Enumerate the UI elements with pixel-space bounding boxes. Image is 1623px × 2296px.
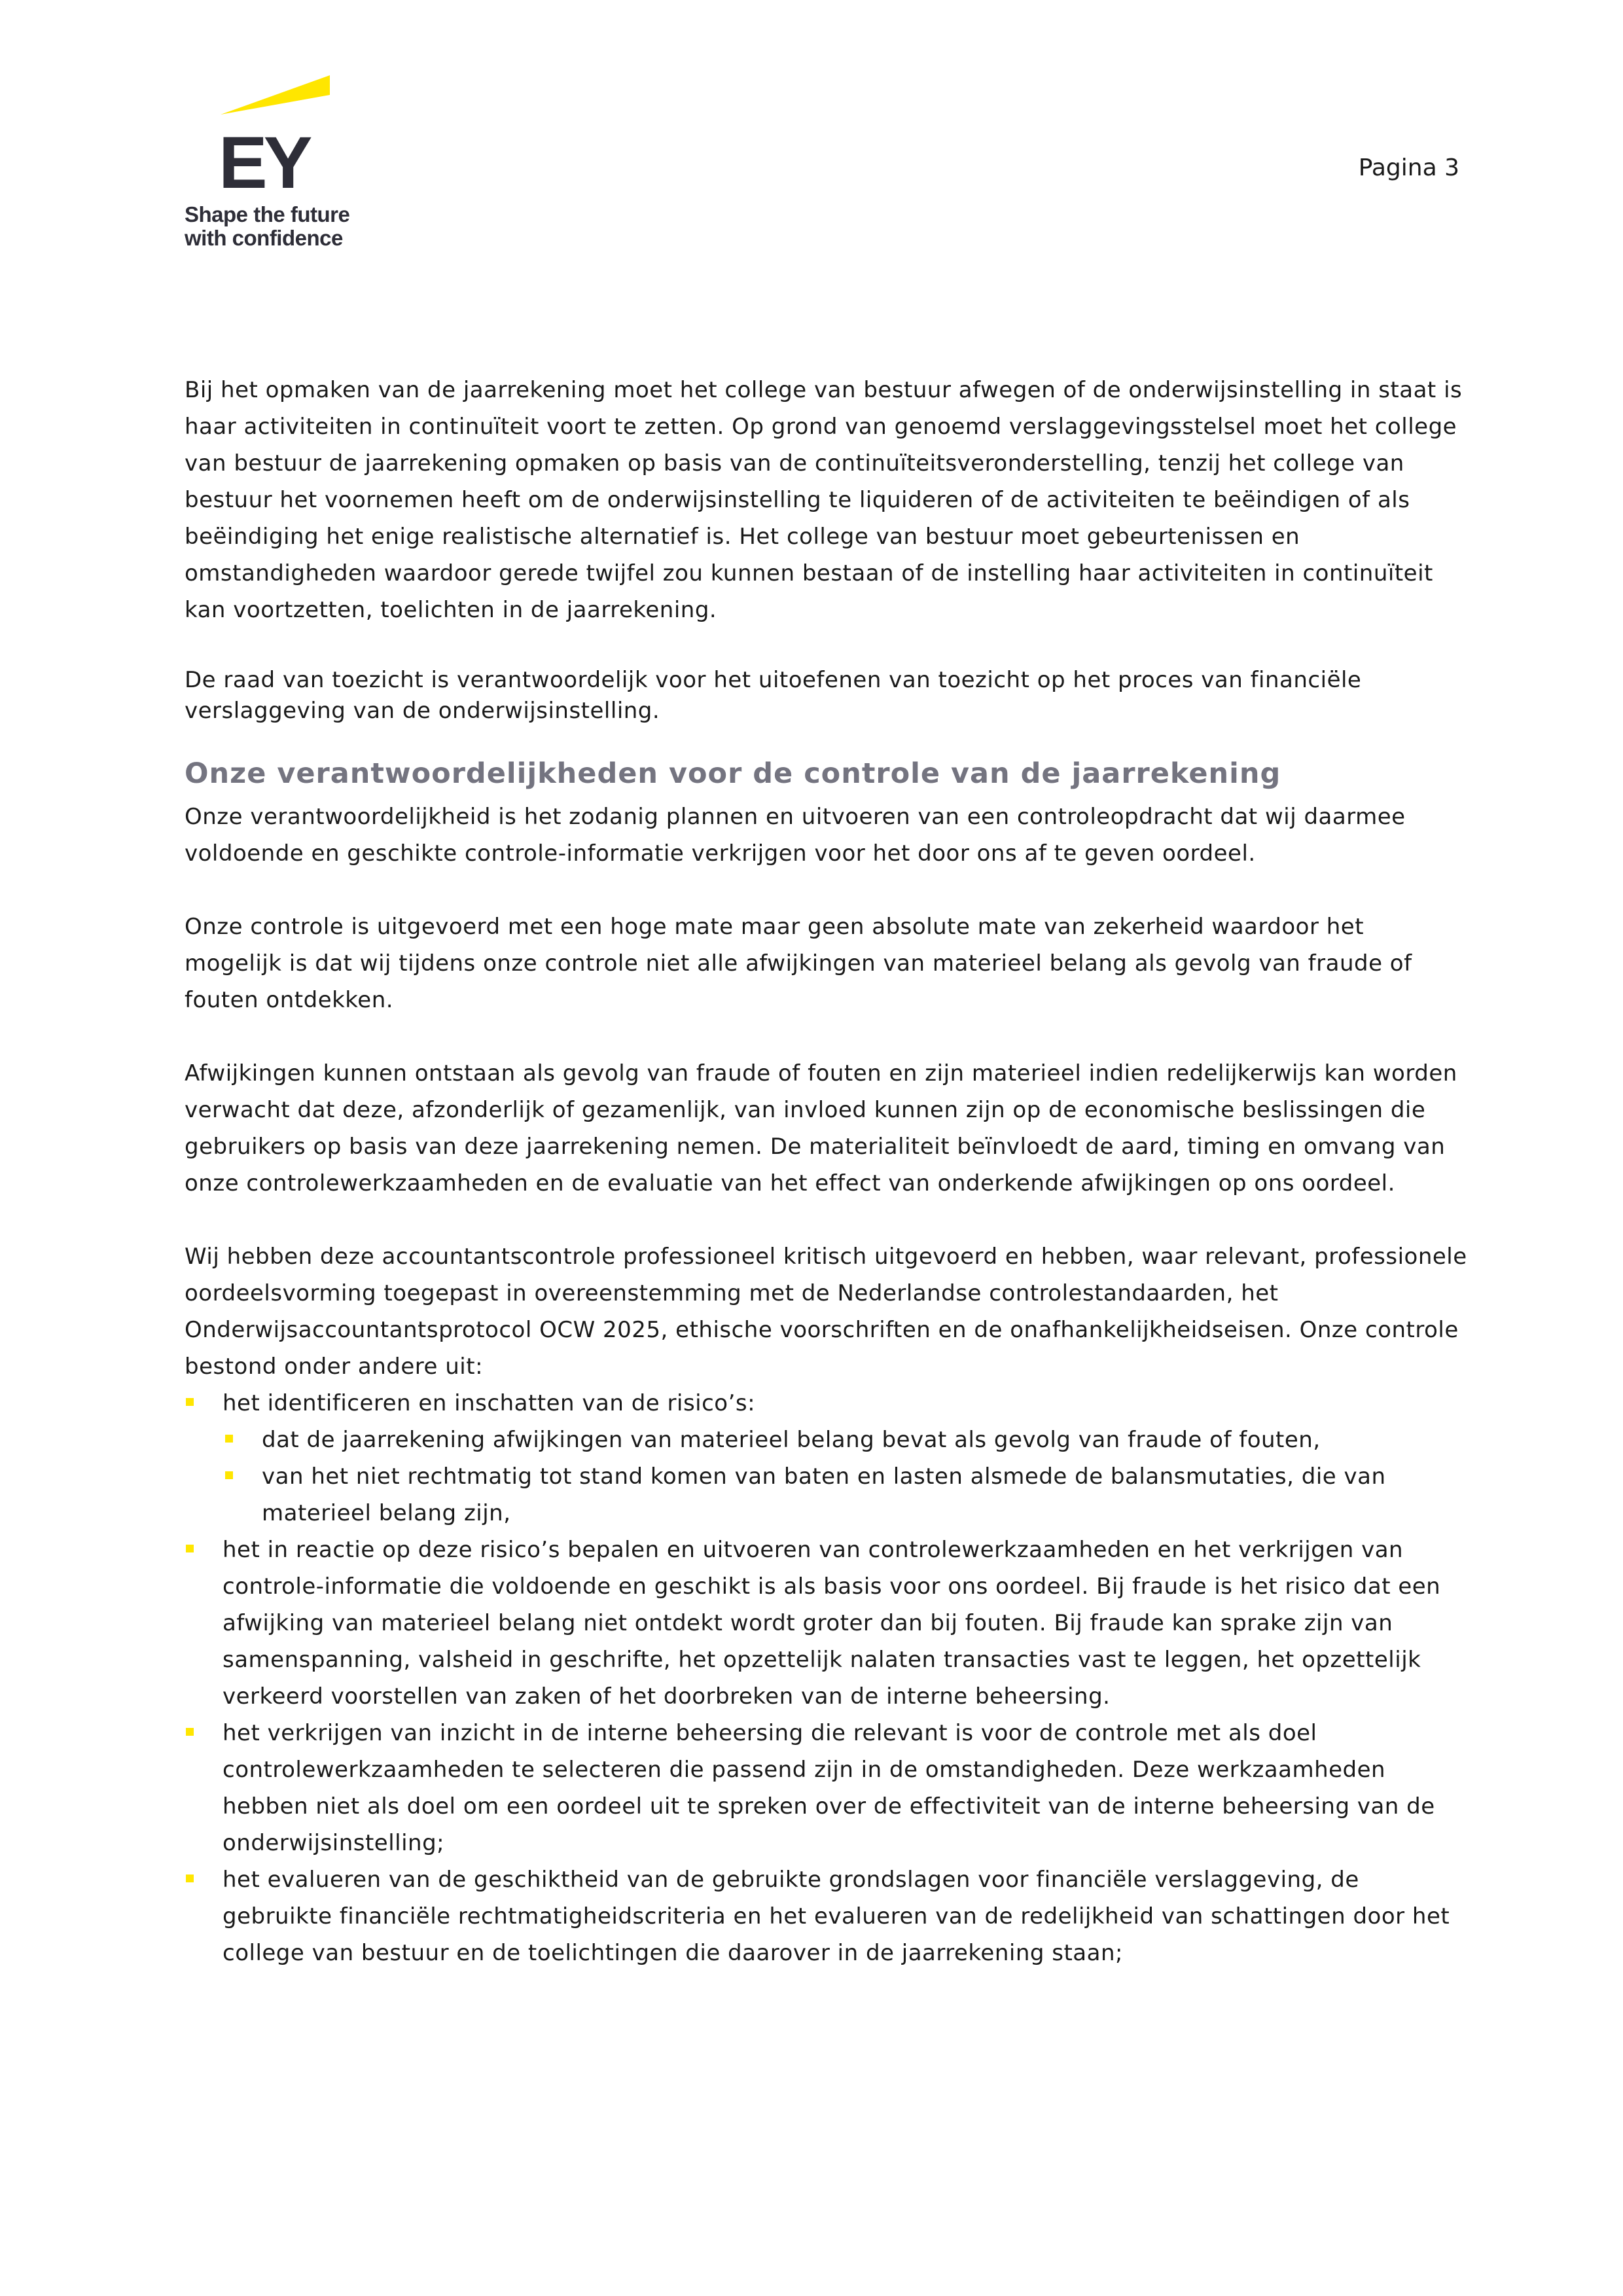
document-body (185, 372, 1467, 1971)
sub-list-item (223, 1458, 1467, 1532)
bullet-icon (225, 1471, 233, 1479)
bullet-icon (186, 1728, 194, 1736)
sub-list-item (223, 1422, 1467, 1458)
paragraph-audit-approach: Wij hebben deze accountantscontrole professioneel kritisch uitgevoerd en hebben, waar relevant, professionele oordeelsvorming toegepast in overeenstemming met de Nederlandse controlestandaarden, het Onderwijsaccountantsprotocol OCW 2025, ethische voorschriften en de onafhankelijkheidseisen. Onze controle bestond onder andere uit: (185, 1244, 1467, 1380)
ey-logo-mark (185, 75, 355, 200)
section-heading: Onze verantwoordelijkheden voor de controle van de jaarrekening (185, 757, 1281, 790)
ey-logo (185, 75, 355, 259)
paragraph-assurance: Onze controle is uitgevoerd met een hoge mate maar geen absolute mate van zekerheid waardoor het mogelijk is dat wij tijdens onze controle niet alle afwijkingen van materieel belang als gevolg van fraude of fouten ontdekken. (185, 914, 1412, 1013)
bullet-icon (186, 1874, 194, 1882)
ey-tagline-line2: with confidence (185, 226, 343, 250)
paragraph-continuity: Bij het opmaken van de jaarrekening moet het college van bestuur afwegen of de onderwijsinstelling in staat is haar activiteiten in continuïteit voort te zetten. Op grond van genoemd verslaggevingsstelsel moet het college van bestuur de jaarrekening opmaken op basis van de continuïteitsveronderstelling, tenzij het college van bestuur het voornemen heeft om de onderwijsinstelling te liquideren of de activiteiten te beëindigen of als beëindiging het enige realistische alternatief is. Het college van bestuur moet gebeurtenissen en omstandigheden waardoor gerede twijfel zou kunnen bestaan of de instelling haar activiteiten in continuïteit kan voortzetten, toelichten in de jaarrekening. (185, 377, 1463, 623)
list-item (185, 1861, 1467, 1971)
page-number: Pagina 3 (1358, 154, 1459, 181)
paragraph-misstatements: Afwijkingen kunnen ontstaan als gevolg van fraude of fouten en zijn materieel indien redelijkerwijs kan worden verwacht dat deze, afzonderlijk of gezamenlijk, van invloed kunnen zijn op de economische beslissingen die gebruikers op basis van deze jaarrekening nemen. De materialiteit beïnvloedt de aard, timing en omvang van onze controlewerkzaamheden en de evaluatie van het effect van onderkende afwijkingen op ons oordeel. (185, 1060, 1457, 1196)
list-item-text: het evalueren van de geschiktheid van de gebruikte grondslagen voor financiële verslaggeving, de gebruikte financiële rechtmatigheidscriteria en het evalueren van de redelijkheid van schattingen door het college van bestuur en de toelichtingen die daarover in de jaarrekening staan; (223, 1867, 1450, 1966)
bullet-icon (186, 1398, 194, 1406)
list-item-text: het in reactie op deze risico’s bepalen en uitvoeren van controlewerkzaamheden en het verkrijgen van controle-informatie die voldoende en geschikt is als basis voor ons oordeel. Bij fraude is het risico dat een afwijking van materieel belang niet ontdekt wordt groter dan bij fouten. Bij fraude kan sprake zijn van samenspanning, valsheid in geschrifte, het opzettelijk nalaten transacties vast te leggen, het opzettelijk verkeerd voorstellen van zaken of het doorbreken van de interne beheersing. (223, 1537, 1441, 1710)
sub-list-item-text: dat de jaarrekening afwijkingen van materieel belang bevat als gevolg van fraude of fouten, (262, 1427, 1321, 1453)
list-item (185, 1385, 1467, 1532)
ey-tagline-line1: Shape the future (185, 202, 350, 226)
ey-logo-beam (221, 75, 330, 115)
audit-procedures-list (185, 1385, 1467, 1971)
paragraph-responsibility: Onze verantwoordelijkheid is het zodanig plannen en uitvoeren van een controleopdracht dat wij daarmee voldoende en geschikte controle-informatie verkrijgen voor het door ons af te geven oordeel. (185, 804, 1406, 867)
list-item-text: het verkrijgen van inzicht in de interne beheersing die relevant is voor de controle met als doel controlewerkzaamheden te selecteren die passend zijn in de omstandigheden. Deze werkzaamheden hebben niet als doel om een oordeel uit te spreken over de effectiviteit van de interne beheersing van de onderwijsinstelling; (223, 1720, 1435, 1856)
paragraph-supervisory-board: De raad van toezicht is verantwoordelijk voor het uitoefenen van toezicht op het proces van financiële verslaggeving van de onderwijsinstelling. (185, 667, 1362, 724)
ey-tagline (185, 203, 349, 250)
list-item (185, 1715, 1467, 1861)
bullet-icon (225, 1435, 233, 1443)
list-item-text: het identificeren en inschatten van de risico’s: (223, 1390, 756, 1416)
sub-list-item-text: van het niet rechtmatig tot stand komen van baten en lasten alsmede de balansmutaties, die van materieel belang zijn, (262, 1463, 1386, 1526)
bullet-icon (186, 1545, 194, 1552)
list-item (185, 1532, 1467, 1715)
sub-list (223, 1422, 1467, 1532)
ey-logo-wordmark: EY (219, 122, 309, 200)
